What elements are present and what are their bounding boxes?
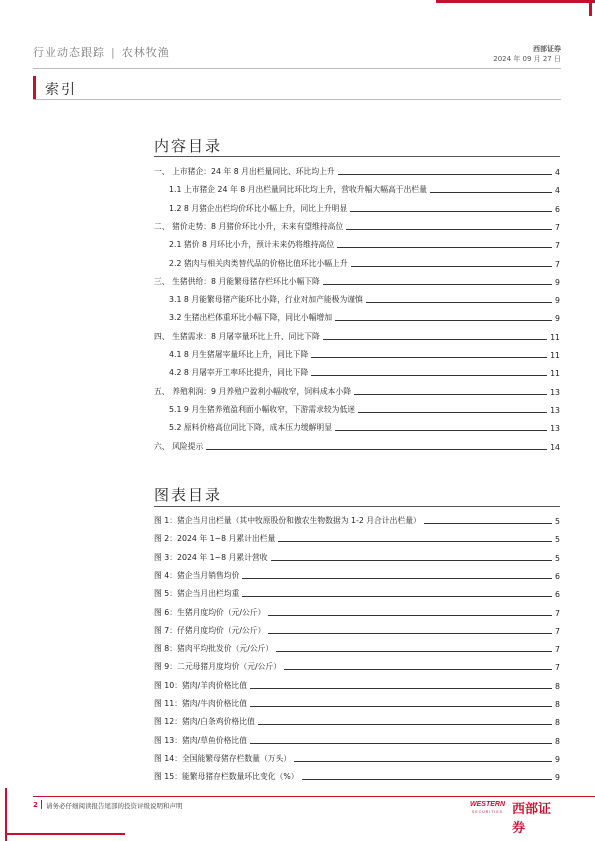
entry-text: 图 2：2024 年 1~8 月累计出栏量 <box>154 534 276 544</box>
toc-entry[interactable] <box>154 238 560 250</box>
toc-entry[interactable] <box>154 165 560 177</box>
entry-page: 11 <box>550 369 560 379</box>
entry-text: 三、 生猪供给：8 月能繁母猪存栏环比小幅下降 <box>154 276 320 286</box>
toc-entry[interactable] <box>154 421 560 433</box>
entry-text: 5.1 9 月生猪养殖盈利面小幅收窄，下游需求较为低迷 <box>169 404 356 414</box>
entry-text: 图 8：猪肉平均批发价（元/公斤） <box>154 644 274 654</box>
entry-page: 7 <box>555 626 560 636</box>
toc-entry[interactable] <box>154 183 560 195</box>
entry-page: 5 <box>555 553 560 563</box>
entry-page: 9 <box>555 296 560 306</box>
footer-separator <box>41 800 42 809</box>
report-meta <box>493 44 561 64</box>
figure-entry[interactable] <box>154 624 560 636</box>
figure-entry[interactable] <box>154 587 560 599</box>
toc-entry[interactable] <box>154 385 560 397</box>
toc-entry[interactable] <box>154 366 560 378</box>
logo-english-sub: SECURITIES <box>472 810 504 814</box>
entry-leader <box>250 688 552 689</box>
figure-entry[interactable] <box>154 532 560 544</box>
western-securities-logo <box>470 796 560 836</box>
entry-text: 图 12：猪肉/白条鸡价格比值 <box>154 717 255 727</box>
entry-leader <box>258 724 552 725</box>
figure-entry[interactable] <box>154 660 560 672</box>
toc-entry[interactable] <box>154 440 560 452</box>
entry-page: 13 <box>550 387 560 397</box>
entry-page: 4 <box>555 168 560 177</box>
figure-entry[interactable] <box>154 752 560 764</box>
entry-text: 2.2 猪肉与相关肉类替代品的价格比值环比小幅上升 <box>169 258 348 268</box>
entry-text: 图 3：2024 年 1~8 月累计营收 <box>154 552 268 562</box>
entry-text: 图 5：猪企当月出栏均重 <box>154 589 240 599</box>
entry-text: 图 1：猪企当月出栏量（其中牧原股份和傲农生物数据为 1-2 月合计出栏量） <box>154 516 421 525</box>
corner-accent-horizontal <box>5 833 125 835</box>
entry-page: 7 <box>555 222 560 232</box>
entry-page: 8 <box>555 700 560 709</box>
entry-leader <box>206 449 547 450</box>
entry-page: 7 <box>555 259 560 269</box>
section-header <box>33 76 561 100</box>
figure-entry[interactable] <box>154 606 560 618</box>
entry-page: 7 <box>555 241 560 251</box>
entry-leader <box>302 779 552 780</box>
figure-entry[interactable] <box>154 514 560 526</box>
toc-entry[interactable] <box>154 403 560 415</box>
entry-page: 8 <box>555 681 560 691</box>
figure-entry[interactable] <box>154 770 560 782</box>
entry-page: 13 <box>550 424 560 434</box>
figures-title: 图表目录 <box>154 486 223 504</box>
toc-entry[interactable] <box>154 311 560 323</box>
entry-text: 五、 养殖利润：9 月养殖户盈利小幅收窄，饲料成本小降 <box>154 386 352 396</box>
toc-title-rule <box>154 156 560 157</box>
toc-entry[interactable] <box>154 293 560 305</box>
header-divider <box>33 68 561 69</box>
toc-entry[interactable] <box>154 257 560 269</box>
entry-leader <box>346 229 552 230</box>
entry-page: 4 <box>555 186 560 196</box>
figure-entry[interactable] <box>154 697 560 709</box>
logo-english: WESTERN <box>470 801 505 808</box>
category-label: 行业动态跟踪 <box>33 46 105 59</box>
entry-leader <box>311 357 547 358</box>
entry-leader <box>337 247 552 248</box>
entry-text: 图 9：二元母猪月度均价（元/公斤） <box>154 662 282 672</box>
entry-page: 14 <box>550 442 560 452</box>
entry-leader <box>424 523 552 524</box>
figure-entry[interactable] <box>154 734 560 746</box>
entry-text: 一、 上市猪企：24 年 8 月出栏量同比、环比均上升 <box>154 167 335 176</box>
entry-text: 图 7：仔猪月度均价（元/公斤） <box>154 625 266 635</box>
entry-page: 9 <box>555 314 560 324</box>
toc-entry[interactable] <box>154 348 560 360</box>
toc-entry[interactable] <box>154 275 560 287</box>
entry-text: 六、 风险提示 <box>154 441 204 451</box>
entry-leader <box>335 430 547 431</box>
entry-leader <box>242 578 552 579</box>
page-number: 2 <box>33 801 38 809</box>
entry-text: 1.1 上市猪企 24 年 8 月出栏量同比环比均上升，营收升幅大幅高于出栏量 <box>169 185 427 195</box>
entry-leader <box>358 412 547 413</box>
entry-text: 2.1 猪价 8 月环比小升，预计未来仍将维持高位 <box>169 240 335 250</box>
brand-name: 西部证券 <box>533 45 561 53</box>
entry-page: 9 <box>555 277 560 287</box>
entry-page: 7 <box>555 645 560 655</box>
entry-leader <box>323 284 552 285</box>
entry-leader <box>271 560 552 561</box>
entry-text: 四、 生猪需求：8 月屠宰量环比上升、同比下降 <box>154 331 320 341</box>
entry-page: 8 <box>555 718 560 728</box>
footer-disclaimer: 请务必仔细阅读报告尾部的投资评级说明和声明 <box>46 802 183 810</box>
logo-chinese: 西部证券 <box>512 802 552 836</box>
entry-leader <box>268 633 552 634</box>
entry-text: 二、 猪价走势：8 月猪价环比小升，未来有望维持高位 <box>154 221 344 231</box>
entry-page: 5 <box>555 517 560 526</box>
entry-page: 11 <box>550 351 560 360</box>
entry-leader <box>250 743 552 744</box>
top-accent-tick <box>589 0 592 16</box>
entry-text: 1.2 8 月猪企出栏均价环比小幅上升，同比上升明显 <box>169 203 348 213</box>
figure-entry[interactable] <box>154 679 560 691</box>
entry-leader <box>294 761 552 762</box>
entry-text: 3.1 8 月能繁母猪产能环比小降，行业对加产能极为谨慎 <box>169 295 363 305</box>
entry-page: 7 <box>555 608 560 618</box>
entry-page: 13 <box>550 405 560 415</box>
entry-page: 8 <box>555 736 560 746</box>
section-title: 索引 <box>45 82 77 98</box>
report-category <box>33 44 170 60</box>
entry-text: 图 14：全国能繁母猪存栏数量（万头） <box>154 753 292 763</box>
entry-leader <box>323 339 547 340</box>
top-accent-bar <box>436 0 595 3</box>
entry-leader <box>366 302 552 303</box>
entry-leader <box>354 394 547 395</box>
entry-leader <box>284 669 552 670</box>
toc-title: 内容目录 <box>154 137 223 155</box>
toc-entry[interactable] <box>154 330 560 342</box>
entry-leader <box>276 651 552 652</box>
entry-page: 9 <box>555 773 560 783</box>
entry-text: 图 10：猪肉/羊肉价格比值 <box>154 680 247 690</box>
entry-text: 图 6：生猪月度均价（元/公斤） <box>154 607 266 617</box>
category-separator: | <box>111 46 116 59</box>
entry-leader <box>338 174 552 175</box>
entry-leader <box>350 211 552 212</box>
figures-title-rule <box>154 506 560 507</box>
entry-text: 3.2 生猪出栏体重环比小幅下降，同比小幅增加 <box>169 313 333 323</box>
entry-page: 6 <box>555 571 560 581</box>
figure-entry[interactable] <box>154 551 560 563</box>
sector-label: 农林牧渔 <box>121 46 170 59</box>
entry-text: 图 15：能繁母猪存栏数量环比变化（%） <box>154 772 299 782</box>
entry-text: 图 13：猪肉/草鱼价格比值 <box>154 735 247 745</box>
entry-leader <box>278 541 552 542</box>
entry-page: 7 <box>555 663 560 673</box>
figure-entry[interactable] <box>154 715 560 727</box>
entry-text: 图 4：猪企当月销售均价 <box>154 570 240 580</box>
entry-leader <box>335 320 552 321</box>
entry-text: 4.1 8 月生猪屠宰量环比上升，同比下降 <box>169 350 309 359</box>
entry-leader <box>242 596 552 597</box>
toc-entry[interactable] <box>154 220 560 232</box>
entry-leader <box>351 266 552 267</box>
entry-text: 5.2 原料价格高位同比下降，成本压力缓解明显 <box>169 423 333 433</box>
entry-page: 11 <box>550 332 560 342</box>
entry-leader <box>430 192 552 193</box>
toc-entry[interactable] <box>154 202 560 214</box>
report-date: 2024 年 09 月 27 日 <box>493 55 561 63</box>
entry-leader <box>268 615 552 616</box>
entry-text: 4.2 8 月屠宰开工率环比提升，同比下降 <box>169 368 309 378</box>
figure-entry[interactable] <box>154 642 560 654</box>
entry-page: 9 <box>555 754 560 764</box>
entry-leader <box>250 706 552 707</box>
section-accent-mark <box>33 76 36 99</box>
entry-text: 图 11：猪肉/牛肉价格比值 <box>154 699 247 708</box>
entry-page: 5 <box>555 535 560 545</box>
figure-entry[interactable] <box>154 569 560 581</box>
entry-page: 6 <box>555 590 560 600</box>
entry-page: 6 <box>555 204 560 214</box>
entry-leader <box>311 375 547 376</box>
